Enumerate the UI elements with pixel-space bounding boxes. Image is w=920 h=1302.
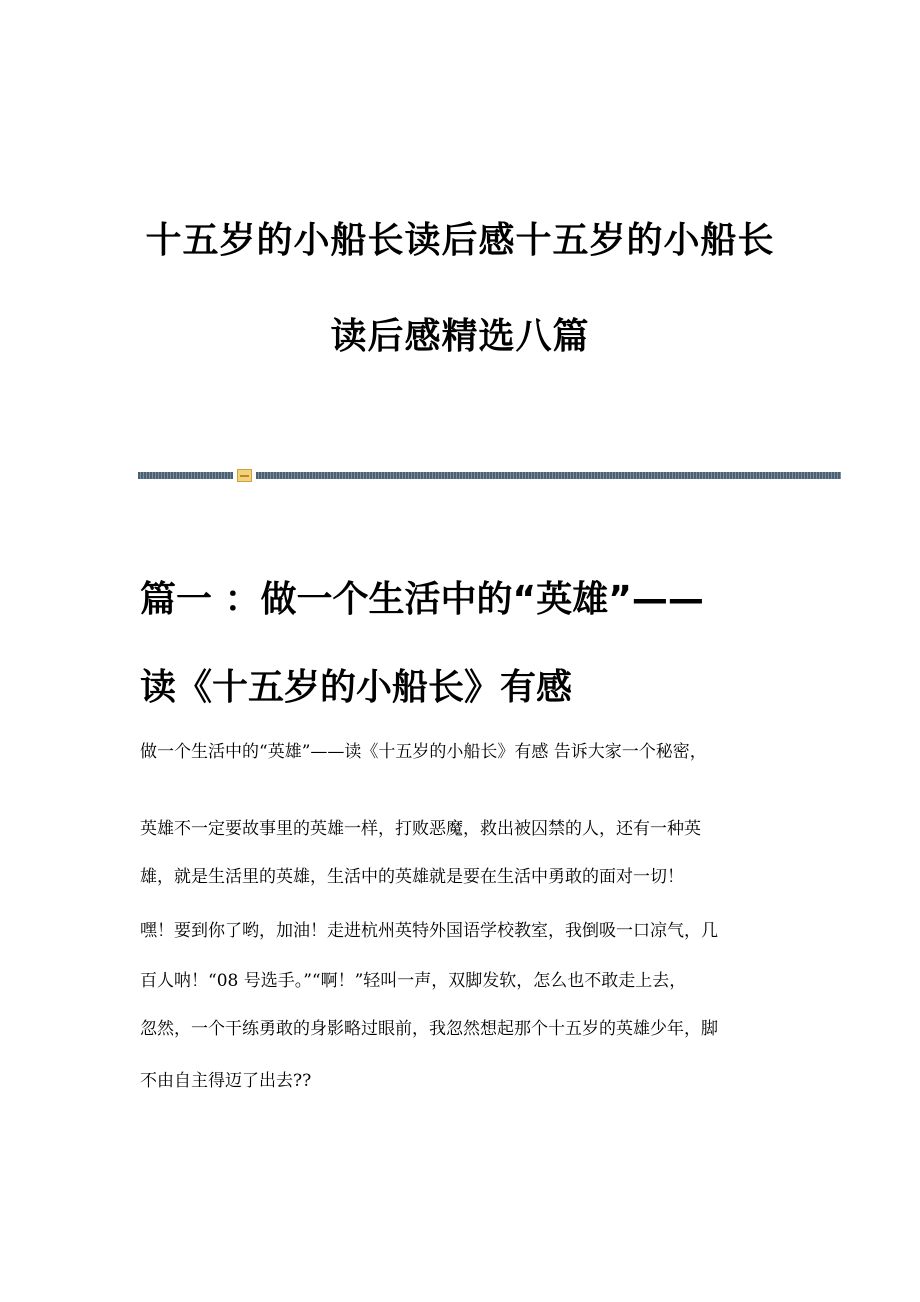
document-title-line-2: 读后感精选八篇	[330, 316, 590, 357]
divider-bar-left	[138, 472, 233, 479]
section-heading-line-2: 读《十五岁的小船长》有感	[140, 667, 573, 708]
title-divider	[138, 469, 841, 483]
paragraph-line: 百人呐！“08 号选手。”“啊！”轻叫一声，双脚发软，怎么也不敢走上去，	[140, 971, 687, 991]
paragraph-line: 嘿！要到你了哟，加油！走进杭州英特外国语学校教室，我倒吸一口凉气，几	[140, 921, 718, 941]
paragraph-line: 做一个生活中的“英雄”——读《十五岁的小船长》有感 告诉大家一个秘密，	[140, 742, 707, 762]
paragraph-line: 英雄不一定要故事里的英雄一样，打败恶魔，救出被囚禁的人，还有一种英	[140, 819, 701, 839]
envelope-icon	[237, 469, 252, 482]
document-title-line-1: 十五岁的小船长读后感十五岁的小船长	[145, 220, 775, 261]
paragraph-line: 不由自主得迈了出去??	[140, 1071, 312, 1091]
paragraph-line: 忽然，一个干练勇敢的身影略过眼前，我忽然想起那个十五岁的英雄少年，脚	[140, 1019, 718, 1039]
section-heading-line-1: 篇一 ：做一个生活中的“英雄”——	[140, 579, 704, 620]
paragraph-line: 雄，就是生活里的英雄，生活中的英雄就是要在生活中勇敢的面对一切！	[140, 867, 684, 887]
divider-bar-right	[256, 472, 841, 479]
